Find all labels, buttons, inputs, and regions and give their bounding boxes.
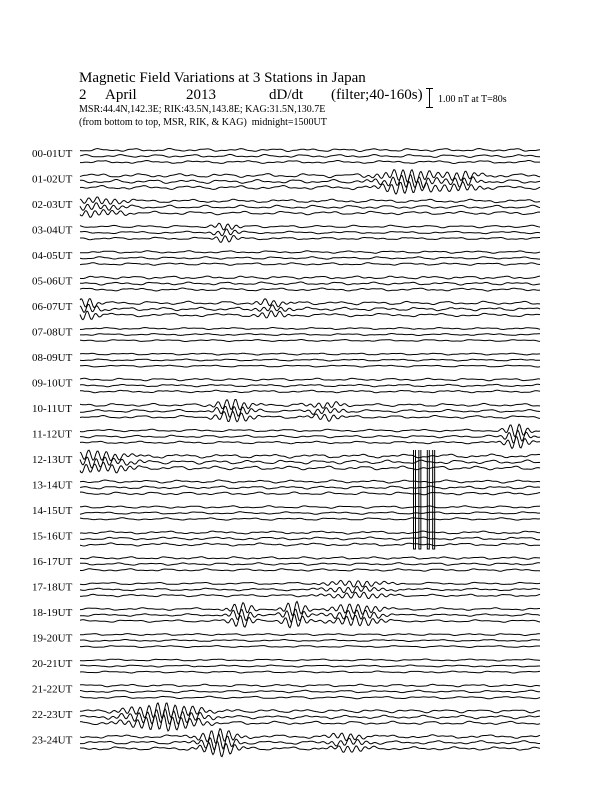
hour-row-22-23UT [32, 703, 540, 731]
hour-label: 10-11UT [32, 403, 72, 415]
date-day: 2 [79, 87, 87, 103]
trace-kag [80, 223, 540, 230]
trace-rik [80, 359, 540, 361]
trace-msr [80, 696, 540, 699]
trace-msr [80, 236, 540, 243]
trace-msr [80, 492, 540, 495]
hour-row-11-12UT [32, 424, 540, 448]
hour-row-16-17UT [32, 556, 540, 571]
trace-kag [80, 276, 540, 279]
date-year: 2013 [186, 87, 216, 103]
scale-label: 1.00 nT at T=80s [438, 94, 507, 105]
trace-msr [80, 671, 540, 673]
trace-msr [80, 390, 540, 393]
hour-label: 13-14UT [32, 479, 73, 492]
hour-row-20-21UT [32, 658, 540, 673]
station-coordinates: MSR:44.4N,142.3E; RIK:43.5N,143.8E; KAG:31.5N,130.7E [79, 104, 326, 115]
trace-msr [80, 340, 540, 342]
trace-msr [80, 365, 540, 367]
trace-kag [80, 400, 540, 410]
trace-kag [80, 328, 540, 330]
trace-msr [80, 646, 540, 648]
hour-label: 08-09UT [32, 352, 73, 364]
hour-label: 01-02UT [32, 173, 73, 186]
order-note: (from bottom to top, MSR, RIK, & KAG) [79, 117, 247, 128]
trace-msr [80, 311, 540, 320]
trace-rik [80, 665, 540, 667]
trace-rik [80, 304, 540, 312]
trace-kag [80, 353, 540, 355]
trace-msr [80, 741, 540, 756]
trace-msr [80, 288, 540, 291]
hour-label: 00-01UT [32, 148, 73, 160]
trace-rik [80, 334, 540, 336]
trace-msr [80, 543, 540, 546]
trace-rik [80, 690, 540, 693]
trace-msr [80, 518, 540, 520]
large-spike [419, 450, 421, 549]
trace-kag [80, 149, 540, 152]
trace-kag [80, 506, 540, 509]
trace-rik [80, 406, 540, 417]
trace-kag [80, 480, 540, 483]
hour-label: 18-19UT [32, 607, 73, 619]
trace-msr [80, 592, 540, 598]
chart-title: Magnetic Field Variations at 3 Stations in Japan [79, 70, 366, 86]
trace-rik [80, 384, 540, 387]
trace-kag [80, 197, 540, 204]
trace-rik [80, 563, 540, 566]
hour-label: 02-03UT [32, 199, 73, 211]
hour-label: 17-18UT [32, 581, 73, 594]
trace-kag [80, 424, 540, 437]
hour-row-13-14UT [32, 480, 540, 495]
hour-row-05-06UT [32, 276, 540, 292]
trace-rik [80, 512, 540, 515]
trace-msr [80, 437, 540, 449]
hour-row-10-11UT [32, 400, 540, 422]
hour-label: 19-20UT [32, 632, 73, 645]
hour-label: 04-05UT [32, 250, 73, 262]
trace-kag [80, 557, 540, 559]
hour-row-01-02UT [32, 170, 540, 195]
trace-rik [80, 229, 540, 236]
hour-label: 20-21UT [32, 658, 73, 670]
trace-msr [80, 181, 540, 194]
hour-label: 12-13UT [32, 454, 73, 466]
trace-rik [80, 203, 540, 211]
hour-row-07-08UT [32, 327, 540, 342]
hour-row-00-01UT [32, 148, 540, 164]
hour-label: 15-16UT [32, 530, 73, 543]
quantity-label: dD/dt [269, 87, 304, 103]
hour-row-08-09UT [32, 352, 540, 367]
hour-row-09-10UT [32, 378, 540, 393]
trace-rik [80, 175, 540, 188]
hour-row-06-07UT [32, 299, 540, 320]
hour-row-15-16UT [32, 531, 540, 547]
trace-msr [80, 210, 540, 218]
hour-row-14-15UT [32, 505, 540, 520]
trace-rik [80, 282, 540, 285]
hour-label: 03-04UT [32, 224, 73, 237]
hour-label: 22-23UT [32, 709, 73, 721]
trace-kag [80, 634, 540, 636]
large-spike [414, 450, 416, 549]
trace-kag [80, 684, 540, 687]
trace-kag [80, 602, 540, 616]
trace-rik [80, 457, 540, 468]
hour-label: 14-15UT [32, 505, 73, 517]
midnight-note: midnight=1500UT [251, 117, 327, 128]
hour-label: 21-22UT [32, 683, 73, 696]
trace-msr [80, 412, 540, 422]
hour-label: 06-07UT [32, 301, 73, 313]
hour-label: 11-12UT [32, 428, 72, 441]
trace-msr [80, 263, 540, 266]
trace-kag [80, 251, 540, 254]
hour-label: 09-10UT [32, 377, 73, 390]
hour-row-12-13UT [32, 450, 540, 473]
trace-rik [80, 537, 540, 540]
trace-rik [80, 640, 540, 642]
trace-rik [80, 486, 540, 489]
hour-label: 05-06UT [32, 275, 73, 288]
filter-label: (filter;40-160s) [331, 87, 423, 103]
hour-row-18-19UT [32, 602, 540, 628]
trace-kag [80, 378, 540, 381]
trace-rik [80, 154, 540, 157]
large-spike [433, 450, 435, 549]
hour-row-17-18UT [32, 580, 540, 598]
hour-label: 23-24UT [32, 734, 73, 747]
trace-msr [80, 161, 540, 164]
hour-row-04-05UT [32, 250, 540, 265]
hour-row-23-24UT [32, 729, 540, 757]
hour-label: 07-08UT [32, 326, 73, 339]
trace-kag [80, 450, 540, 461]
hour-label: 16-17UT [32, 556, 73, 568]
trace-rik [80, 586, 540, 593]
date-month: April [105, 87, 137, 103]
hour-row-03-04UT [32, 223, 540, 242]
trace-kag [80, 580, 540, 587]
trace-kag [80, 531, 540, 534]
trace-kag [80, 299, 540, 308]
trace-msr [80, 463, 540, 473]
trace-msr [80, 569, 540, 572]
trace-rik [80, 430, 540, 443]
hour-row-02-03UT [32, 197, 540, 217]
trace-rik [80, 257, 540, 259]
hour-row-21-22UT [32, 684, 540, 699]
trace-kag [80, 659, 540, 661]
large-spike [427, 450, 429, 549]
hour-row-19-20UT [32, 633, 540, 648]
